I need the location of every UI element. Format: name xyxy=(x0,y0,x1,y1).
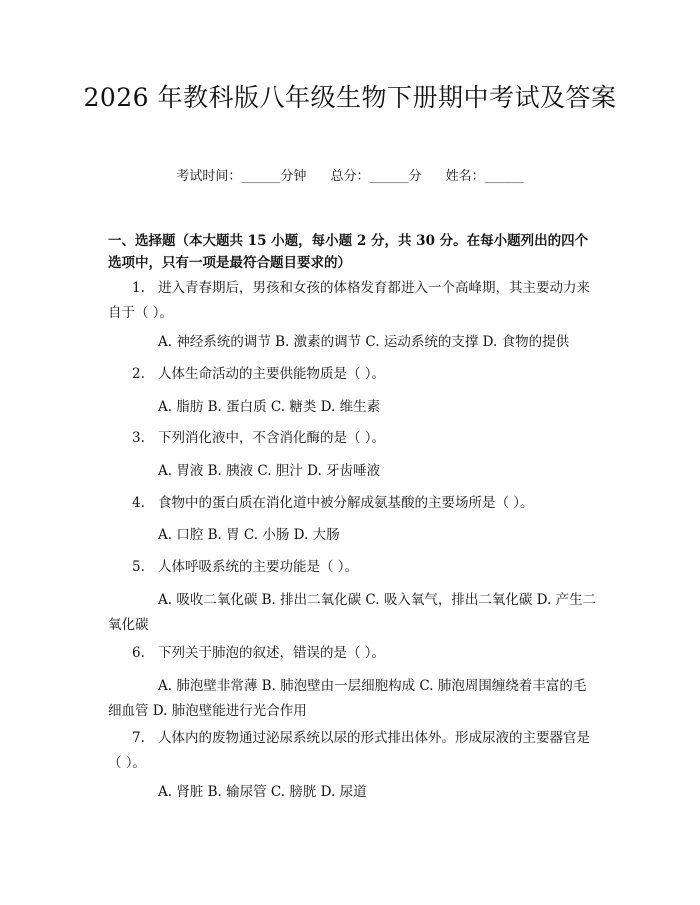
question-options: A. 口腔 B. 胃 C. 小肠 D. 大肠 xyxy=(158,527,340,543)
question-stem: 人体生命活动的主要供能物质是（ ）。 xyxy=(158,366,386,382)
question-stem: 人体内的废物通过泌尿系统以尿的形式排出体外。形成尿液的主要器官是（ ）。 xyxy=(108,730,590,771)
question-options: A. 肾脏 B. 输尿管 C. 膀胱 D. 尿道 xyxy=(158,784,367,800)
question-stem: 下列消化液中，不含消化酶的是（ ）。 xyxy=(158,430,386,446)
name-field: 姓名：______ xyxy=(445,169,524,184)
question-1-options xyxy=(108,330,598,355)
question-6 xyxy=(108,641,598,666)
question-number: 2. xyxy=(132,366,145,382)
question-number: 1. xyxy=(132,280,145,296)
question-number: 5. xyxy=(132,559,145,575)
question-number: 6. xyxy=(132,645,145,661)
question-number: 3. xyxy=(132,430,145,446)
question-3 xyxy=(108,426,598,451)
question-options: A. 肺泡壁非常薄 B. 肺泡壁由一层细胞构成 C. 肺泡周围缠绕着丰富的毛细血管 D. 肺泡壁能进行光合作用 xyxy=(108,678,587,719)
question-1 xyxy=(108,276,598,326)
total-score-field: 总分：______分 xyxy=(330,169,422,184)
question-stem: 进入青春期后，男孩和女孩的体格发育都进入一个高峰期，其主要动力来自于（ ）。 xyxy=(108,280,590,321)
question-5-options xyxy=(108,588,598,638)
question-options: A. 神经系统的调节 B. 激素的调节 C. 运动系统的支撑 D. 食物的提供 xyxy=(158,334,570,350)
question-4 xyxy=(108,491,598,516)
exam-meta xyxy=(0,167,700,187)
exam-title: 2026 年教科版八年级生物下册期中考试及答案 xyxy=(83,83,617,112)
question-3-options xyxy=(108,459,598,484)
question-5 xyxy=(108,555,598,580)
question-stem: 食物中的蛋白质在消化道中被分解成氨基酸的主要场所是（ ）。 xyxy=(158,495,534,511)
question-7 xyxy=(108,726,598,776)
section-heading: 一、选择题（本大题共 15 小题，每小题 2 分，共 30 分。在每小题列出的四个选项中，只有一项是最符合题目要求的） xyxy=(108,233,589,271)
question-2-options xyxy=(108,395,598,420)
question-7-options xyxy=(108,780,598,805)
question-options: A. 吸收二氧化碳 B. 排出二氧化碳 C. 吸入氧气，排出二氧化碳 D. 产生二氧化碳 xyxy=(108,592,597,633)
question-number: 4. xyxy=(132,495,145,511)
question-number: 7. xyxy=(132,730,145,746)
question-stem: 下列关于肺泡的叙述，错误的是（ ）。 xyxy=(158,645,386,661)
question-stem: 人体呼吸系统的主要功能是（ ）。 xyxy=(158,559,359,575)
question-options: A. 胃液 B. 胰液 C. 胆汁 D. 牙齿唾液 xyxy=(158,463,381,479)
exam-time-field: 考试时间：______分钟 xyxy=(176,169,307,184)
question-4-options xyxy=(108,523,598,548)
question-options: A. 脂肪 B. 蛋白质 C. 糖类 D. 维生素 xyxy=(158,399,381,415)
question-2 xyxy=(108,362,598,387)
question-6-options xyxy=(108,674,598,724)
